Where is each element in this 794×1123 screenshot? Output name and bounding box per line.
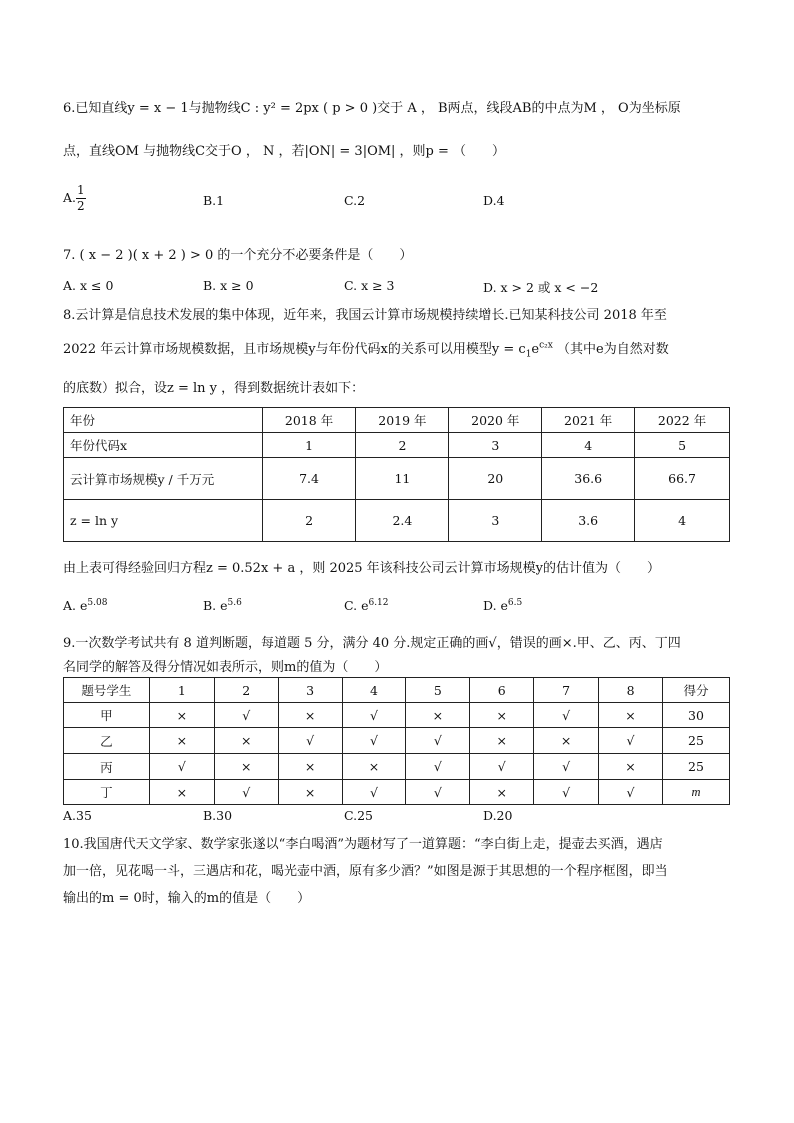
table-cell: × bbox=[149, 728, 214, 754]
table-row bbox=[64, 433, 730, 458]
table-cell: 11 bbox=[356, 458, 449, 500]
q9-header-cell: 3 bbox=[278, 678, 342, 703]
table-cell: 3 bbox=[449, 500, 542, 542]
q8-option-b-base: B. e bbox=[203, 598, 228, 614]
table-cell: 4 bbox=[542, 433, 635, 458]
table-cell: × bbox=[534, 728, 599, 754]
q9-option-c[interactable]: C.25 bbox=[344, 808, 373, 823]
q8-option-d-exponent: 6.5 bbox=[507, 598, 523, 608]
q9-header-score: 得分 bbox=[662, 678, 729, 703]
q9-student-name: 甲 bbox=[64, 703, 150, 728]
q9-header-cell: 7 bbox=[534, 678, 599, 703]
table-cell: 25 bbox=[662, 728, 729, 754]
q9-header-cell: 8 bbox=[599, 678, 663, 703]
table-cell: √ bbox=[214, 780, 278, 805]
fraction-numerator: 1 bbox=[77, 183, 85, 197]
q8-stem-line2 bbox=[63, 338, 669, 360]
table-row bbox=[64, 780, 730, 805]
table-cell: √ bbox=[534, 780, 599, 805]
q9-header-corner: 题号学生 bbox=[64, 678, 150, 703]
q6-options bbox=[63, 183, 743, 219]
table-cell: × bbox=[470, 780, 534, 805]
table-cell: √ bbox=[406, 728, 470, 754]
q8-header-2021: 2021 年 bbox=[542, 408, 635, 433]
table-cell: × bbox=[470, 703, 534, 728]
table-cell: √ bbox=[599, 780, 663, 805]
q6-option-b[interactable]: B.1 bbox=[203, 193, 225, 208]
table-cell: × bbox=[470, 728, 534, 754]
q8-header-year: 年份 bbox=[64, 408, 263, 433]
q8-header-2019: 2019 年 bbox=[356, 408, 449, 433]
q9-header-cell: 2 bbox=[214, 678, 278, 703]
table-cell: × bbox=[149, 780, 214, 805]
q8-line2-text: 2022 年云计算市场规模数据，且市场规模y与年份代码x的关系可以用模型y = c bbox=[63, 342, 526, 357]
table-cell: √ bbox=[406, 754, 470, 780]
q9-student-name: 丁 bbox=[64, 780, 150, 805]
q6-option-a[interactable] bbox=[63, 183, 86, 214]
q8-option-b[interactable] bbox=[203, 598, 242, 613]
q9-option-d[interactable]: D.20 bbox=[483, 808, 513, 823]
q9-stem-line2: 名同学的解答及得分情况如表所示，则m的值为（ ） bbox=[63, 660, 388, 675]
q8-option-c[interactable] bbox=[344, 598, 389, 613]
q9-option-a[interactable]: A.35 bbox=[63, 808, 92, 823]
q8-model-base: e bbox=[531, 342, 540, 357]
q6-option-a-label: A. bbox=[63, 190, 77, 205]
table-cell: 66.7 bbox=[635, 458, 730, 500]
table-row bbox=[64, 703, 730, 728]
table-cell: √ bbox=[599, 728, 663, 754]
q9-header-cell: 5 bbox=[406, 678, 470, 703]
q6-option-a-fraction bbox=[76, 183, 86, 214]
table-cell: × bbox=[406, 703, 470, 728]
table-cell: 36.6 bbox=[542, 458, 635, 500]
q8-row-label: 云计算市场规模y / 千万元 bbox=[64, 458, 263, 500]
table-cell: 30 bbox=[662, 703, 729, 728]
q8-stem-line1: 8.云计算是信息技术发展的集中体现，近年来，我国云计算市场规模持续增长.已知某科技公司 2018 年至 bbox=[63, 308, 667, 323]
q6-option-c[interactable]: C.2 bbox=[344, 193, 366, 208]
q7-option-d[interactable]: D. x > 2 或 x < −2 bbox=[483, 280, 599, 295]
table-cell: 2 bbox=[262, 500, 356, 542]
q9-option-b[interactable]: B.30 bbox=[203, 808, 233, 823]
q9-table-header-row bbox=[64, 678, 730, 703]
table-cell: 2 bbox=[356, 433, 449, 458]
q9-student-name: 丙 bbox=[64, 754, 150, 780]
q8-table-header-row bbox=[64, 408, 730, 433]
table-cell: √ bbox=[342, 728, 406, 754]
q8-option-c-exponent: 6.12 bbox=[368, 598, 389, 608]
table-cell: √ bbox=[214, 703, 278, 728]
table-cell: × bbox=[342, 754, 406, 780]
q8-header-2018: 2018 年 bbox=[262, 408, 356, 433]
q8-after-table: 由上表可得经验回归方程z = 0.52x + a ，则 2025 年该科技公司云计算市场规模y的估计值为（ ） bbox=[63, 561, 661, 576]
q8-options bbox=[63, 598, 743, 622]
table-cell: 3.6 bbox=[542, 500, 635, 542]
q8-row-label: z = ln y bbox=[64, 500, 263, 542]
q7-option-c[interactable]: C. x ≥ 3 bbox=[344, 278, 395, 293]
table-cell: × bbox=[599, 703, 663, 728]
table-row bbox=[64, 754, 730, 780]
q8-line2-tail: （其中e为自然对数 bbox=[557, 342, 669, 357]
table-cell: × bbox=[149, 703, 214, 728]
q10-stem-line1: 10.我国唐代天文学家、数学家张遂以“李白喝酒”为题材写了一道算题：“李白街上走，提壶去买酒，遇店 bbox=[63, 837, 663, 852]
table-cell: √ bbox=[470, 754, 534, 780]
q9-answer-table bbox=[63, 677, 730, 805]
q7-options bbox=[63, 278, 743, 302]
table-row bbox=[64, 500, 730, 542]
q8-option-c-base: C. e bbox=[344, 598, 369, 614]
table-cell: 25 bbox=[662, 754, 729, 780]
q8-option-a-exponent: 5.08 bbox=[87, 598, 108, 608]
q8-stem-line3: 的底数）拟合，设z = ln y ，得到数据统计表如下： bbox=[63, 381, 365, 396]
q8-model-exponent: c₂x bbox=[539, 340, 553, 351]
table-cell: √ bbox=[534, 703, 599, 728]
q8-option-b-exponent: 5.6 bbox=[227, 598, 242, 608]
table-cell: 2.4 bbox=[356, 500, 449, 542]
q6-option-d[interactable]: D.4 bbox=[483, 193, 505, 208]
q7-stem: 7. ( x − 2 )( x + 2 ) > 0 的一个充分不必要条件是（ ） bbox=[63, 248, 413, 263]
q10-stem-line3: 输出的m = 0时，输入的m的值是（ ） bbox=[63, 891, 311, 906]
q7-option-b[interactable]: B. x ≥ 0 bbox=[203, 278, 254, 293]
table-cell: 20 bbox=[449, 458, 542, 500]
q9-header-cell: 4 bbox=[342, 678, 406, 703]
table-cell: 1 bbox=[262, 433, 356, 458]
table-cell: √ bbox=[278, 728, 342, 754]
table-row bbox=[64, 458, 730, 500]
table-cell: √ bbox=[406, 780, 470, 805]
table-cell: × bbox=[214, 754, 278, 780]
q10-stem-line2: 加一倍，见花喝一斗，三遇店和花，喝光壶中酒，原有多少酒？”如图是源于其思想的一个程序框图，即当 bbox=[63, 864, 668, 879]
fraction-denominator: 2 bbox=[77, 199, 85, 213]
q9-stem-line1: 9.一次数学考试共有 8 道判断题，每道题 5 分，满分 40 分.规定正确的画√，错误的画×.甲、乙、丙、丁四 bbox=[63, 636, 681, 651]
q7-option-a[interactable]: A. x ≤ 0 bbox=[63, 278, 114, 293]
q6-stem-line1: 6.已知直线y = x − 1与抛物线C : y² = 2px ( p > 0 )交于 A ， B两点，线段AB的中点为M ， O为坐标原 bbox=[63, 101, 681, 116]
table-cell: × bbox=[214, 728, 278, 754]
table-cell: √ bbox=[149, 754, 214, 780]
q8-option-a[interactable] bbox=[63, 598, 107, 613]
q8-header-2020: 2020 年 bbox=[449, 408, 542, 433]
table-cell: √ bbox=[534, 754, 599, 780]
table-cell: √ bbox=[342, 703, 406, 728]
table-cell: × bbox=[278, 703, 342, 728]
q9-header-cell: 6 bbox=[470, 678, 534, 703]
q8-header-2022: 2022 年 bbox=[635, 408, 730, 433]
q8-model-subscript: 1 bbox=[525, 349, 532, 360]
q8-data-table bbox=[63, 407, 730, 542]
table-row bbox=[64, 728, 730, 754]
table-cell: 5 bbox=[635, 433, 730, 458]
table-cell: √ bbox=[342, 780, 406, 805]
table-cell: × bbox=[599, 754, 663, 780]
table-cell: m bbox=[662, 780, 729, 805]
q9-options bbox=[63, 808, 743, 832]
table-cell: 7.4 bbox=[262, 458, 356, 500]
q6-stem-line2: 点，直线OM 与抛物线C交于O ， N ，若|ON| = 3|OM| ，则p = （ ） bbox=[63, 144, 506, 159]
table-cell: × bbox=[278, 754, 342, 780]
table-cell: × bbox=[278, 780, 342, 805]
q8-option-a-base: A. e bbox=[63, 598, 88, 614]
table-cell: 4 bbox=[635, 500, 730, 542]
q8-option-d[interactable] bbox=[483, 598, 522, 613]
table-cell: 3 bbox=[449, 433, 542, 458]
q8-option-d-base: D. e bbox=[483, 598, 508, 614]
q9-student-name: 乙 bbox=[64, 728, 150, 754]
q9-header-cell: 1 bbox=[149, 678, 214, 703]
q8-row-label: 年份代码x bbox=[64, 433, 263, 458]
